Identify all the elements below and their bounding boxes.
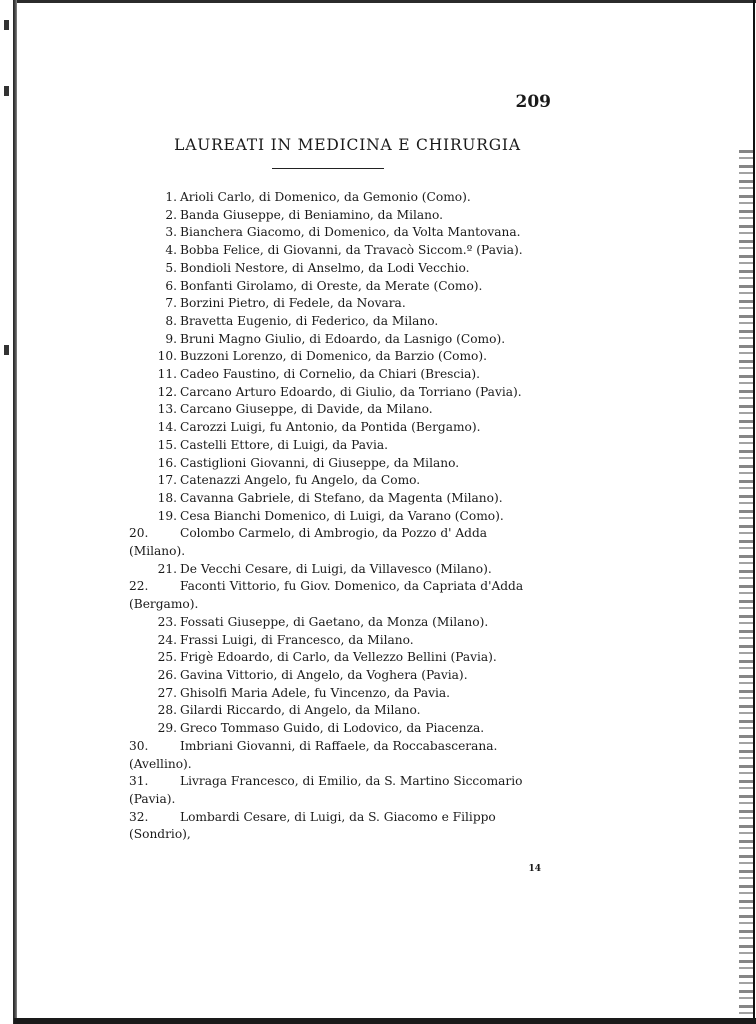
list-item [129,773,553,808]
entry-number: 14. [157,420,177,435]
list-item [129,632,553,650]
list-item [129,455,553,473]
entry-number: 8. [165,313,177,328]
scan-edge-right [739,150,753,1024]
list-item [129,207,553,225]
entry-text: Bobba Felice, di Giovanni, da Travacò Siccom.º (Pavia). [180,243,523,258]
entry-number: 23. [157,614,177,629]
entry-number: 32. [129,809,149,824]
entry-number: 21. [157,561,177,576]
entry-number: 5. [165,260,177,275]
entry-text: Ghisolfi Maria Adele, fu Vincenzo, da Pavia. [180,685,451,700]
entry-number: 16. [157,455,177,470]
entry-number: 6. [165,278,177,293]
entry-text: Carcano Giuseppe, di Davide, da Milano. [180,402,433,417]
graduate-list [129,189,553,844]
title-rule [272,168,384,169]
entry-text: Carozzi Luigi, fu Antonio, da Pontida (Bergamo). [180,420,481,435]
entry-text: Bianchera Giacomo, di Domenico, da Volta Mantovana. [180,225,521,240]
list-item [129,667,553,685]
entry-text: Buzzoni Lorenzo, di Domenico, da Barzio (Como). [180,349,488,364]
list-item [129,419,553,437]
list-item [129,578,553,613]
entry-number: 24. [157,632,177,647]
list-item [129,614,553,632]
list-item [129,313,553,331]
list-item [129,738,553,773]
list-item [129,525,553,560]
entry-text: Bonfanti Girolamo, di Oreste, da Merate (Como). [180,278,483,293]
entry-number: 26. [157,667,177,682]
entry-text: Banda Giuseppe, di Beniamino, da Milano. [180,207,444,222]
list-item [129,278,553,296]
list-item [129,561,553,579]
scan-mark [4,345,9,355]
entry-number: 30. [129,738,149,753]
scan-edge-right-line [753,0,755,1024]
entry-text: Bruni Magno Giulio, di Edoardo, da Lasnigo (Como). [180,331,506,346]
entry-number: 19. [157,508,177,523]
entry-number: 12. [157,384,177,399]
entry-number: 29. [157,721,177,736]
entry-text: Carcano Arturo Edoardo, di Giulio, da Torriano (Pavia). [180,384,522,399]
entry-text: Arioli Carlo, di Domenico, da Gemonio (Como). [180,190,471,204]
list-item [129,702,553,720]
entry-continuation: (Milano). [129,544,186,559]
entry-number: 1. [165,190,177,204]
entry-text: De Vecchi Cesare, di Luigi, da Villavesco (Milano). [180,561,492,576]
list-item [129,189,553,207]
entry-text: Cadeo Faustino, di Cornelio, da Chiari (Brescia). [180,367,481,382]
list-item [129,401,553,419]
entry-text: Castelli Ettore, di Luigi, da Pavia. [180,437,388,452]
entry-number: 11. [157,367,177,382]
entry-text: Borzini Pietro, di Fedele, da Novara. [180,296,406,311]
list-item [129,437,553,455]
entry-text: Gavina Vittorio, di Angelo, da Voghera (Pavia). [180,667,468,682]
list-item [129,242,553,260]
scan-edge-left [13,0,17,1024]
entry-text: Cesa Bianchi Domenico, di Luigi, da Varano (Como). [180,508,504,523]
entry-number: 31. [129,774,149,789]
entry-text: Fossati Giuseppe, di Gaetano, da Monza (Milano). [180,614,489,629]
entry-number: 22. [129,579,149,594]
entry-text: Bondioli Nestore, di Anselmo, da Lodi Vecchio. [180,260,470,275]
list-item [129,331,553,349]
entry-text: Faconti Vittorio, fu Giov. Domenico, da Capriata d'Adda [180,579,524,594]
entry-number: 4. [165,243,177,258]
signature-mark: 14 [528,864,541,874]
list-item [129,490,553,508]
list-item [129,224,553,242]
list-item [129,809,553,844]
page-number: 209 [515,92,551,112]
entry-text: Colombo Carmelo, di Ambrogio, da Pozzo d' Adda [180,526,488,541]
entry-number: 7. [165,296,177,311]
list-item [129,649,553,667]
entry-continuation: (Pavia). [129,791,176,806]
entry-text: Castiglioni Giovanni, di Giuseppe, da Milano. [180,455,460,470]
entry-number: 28. [157,703,177,718]
list-item [129,348,553,366]
list-item [129,720,553,738]
list-item [129,384,553,402]
entry-number: 2. [165,207,177,222]
entry-text: Catenazzi Angelo, fu Angelo, da Como. [180,473,421,488]
entry-text: Gilardi Riccardo, di Angelo, da Milano. [180,703,421,718]
entry-text: Bravetta Eugenio, di Federico, da Milano. [180,313,439,328]
entry-text: Lombardi Cesare, di Luigi, da S. Giacomo e Filippo [180,809,496,824]
list-item [129,508,553,526]
entry-text: Frassi Luigi, di Francesco, da Milano. [180,632,414,647]
scan-mark [4,86,9,96]
list-item [129,295,553,313]
scan-mark [4,20,9,30]
scan-edge-top [14,0,756,3]
entry-number: 3. [165,225,177,240]
entry-number: 13. [157,402,177,417]
entry-text: Cavanna Gabriele, di Stefano, da Magenta (Milano). [180,490,503,505]
entry-text: Greco Tommaso Guido, di Lodovico, da Piacenza. [180,721,485,736]
scan-edge-bottom [14,1018,756,1024]
entry-number: 27. [157,685,177,700]
page-title: LAUREATI IN MEDICINA E CHIRURGIA [174,136,521,154]
entry-number: 9. [165,331,177,346]
entry-number: 10. [157,349,177,364]
list-item [129,472,553,490]
list-item [129,685,553,703]
entry-continuation: (Bergamo). [129,597,199,612]
entry-number: 17. [157,473,177,488]
entry-number: 18. [157,490,177,505]
entry-number: 20. [129,526,149,541]
entry-number: 15. [157,437,177,452]
entry-continuation: (Sondrio), [129,827,191,842]
list-item [129,366,553,384]
entry-text: Imbriani Giovanni, di Raffaele, da Roccabascerana. [180,738,498,753]
entry-text: Livraga Francesco, di Emilio, da S. Martino Siccomario [180,774,523,789]
entry-continuation: (Avellino). [129,756,192,771]
entry-text: Frigè Edoardo, di Carlo, da Vellezzo Bellini (Pavia). [180,650,497,665]
entry-number: 25. [157,650,177,665]
list-item [129,260,553,278]
